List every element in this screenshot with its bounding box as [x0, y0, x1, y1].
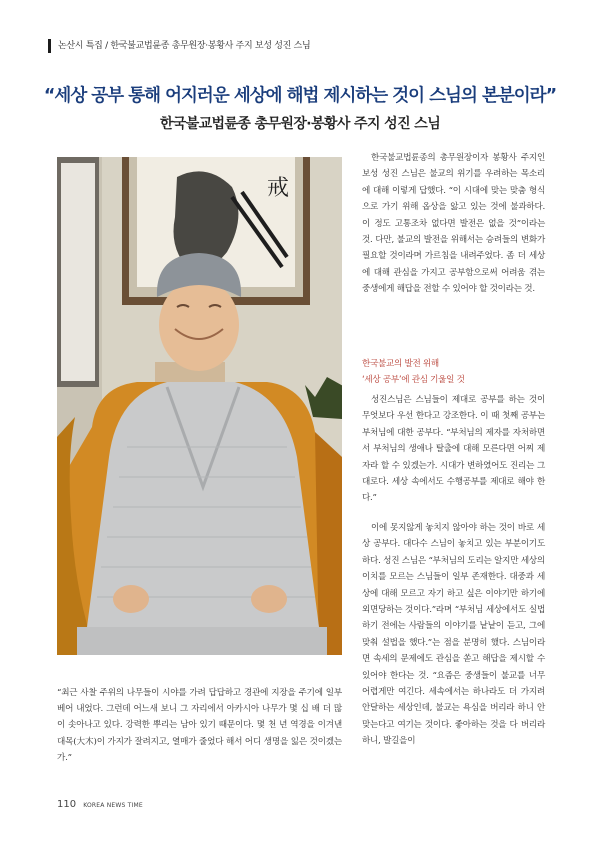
subheadline: 한국불교법륜종 총무원장·봉황사 주지 성진 스님 — [159, 116, 441, 132]
photo-caption: “최근 사찰 주위의 나무들이 시야를 가려 답답하고 경관에 지장을 주기에 일부 베어 내었다. 그런데 어느새 보니 그 자리에서 아카시아 나무가 몇 십 배 더 많이 솟아나고 있다. 강력한 뿌리는 남아 있기 때문이다. 몇 천 년 역경을 이겨낸 대목(大木)이 가지가 잘려지고, 열매가 줄었다 해서 어디 생명을 잃은 것이겠는가.” — [57, 688, 342, 763]
section-heading — [362, 356, 545, 388]
portrait-illustration — [57, 157, 342, 655]
body-column-intro — [362, 150, 545, 298]
paragraph-study: 성진스님은 스님들이 제대로 공부를 하는 것이 무엇보다 우선 한다고 강조한다. 이 때 첫째 공부는 부처님에 대한 공부다. “부처님의 제자를 자처하면서 부처님의 생애나 탈출에 대해 모른다면 어찌 제자라 할 수 있겠는가. 시대가 변하였어도 진리는 그대로다. 세상 속에서도 수행공부를 제대로 해야 한다.” — [362, 395, 545, 504]
section-label: 논산시 특집 / 한국불교법륜종 총무원장·봉황사 주지 보성 성진 스님 — [58, 41, 311, 51]
section-heading-line-2: ‘세상 공부’에 관심 기울일 것 — [362, 375, 465, 385]
face — [159, 279, 239, 371]
armchair-right-shadow — [315, 432, 342, 655]
header-marker — [48, 39, 51, 53]
body-column-world — [362, 520, 545, 750]
page-number: 110 — [57, 799, 77, 810]
left-window-pane — [61, 163, 95, 381]
left-hand — [113, 585, 149, 613]
section-header — [48, 37, 348, 55]
headline: “세상 공부 통해 어지러운 세상에 해법 제시하는 것이 스님의 본분이라” — [43, 86, 557, 106]
page-footer — [57, 792, 143, 811]
robe-hem — [77, 627, 327, 655]
section-heading-line-1: 한국불교의 발전 위해 — [362, 359, 439, 369]
paragraph-world: 이에 못지않게 놓치지 않아야 하는 것이 바로 세상 공부다. 대다수 스님이 놓치고 있는 부분이기도 하다. 성진 스님은 “부처님의 도리는 알지만 세상의 이치를 모르는 스님들이 일부 존재한다. 대중과 세상에 대해 모르고 자기 하고 싶은 이야기만 하기에 외면당하는 것이다.”라며 “부처님 세상에서도 실법하기 전에는 사람들의 이야기를 낱낱이 듣고, 그에 맞춰 설법을 했다.”는 점을 분명히 했다. 스님이라면 속세의 문제에도 관심을 쏟고 해답을 제시할 수 있어야 한다는 것. “요즘은 중생들이 불교를 너무 어렵게만 여긴다. 세속에서는 하나라도 더 가지려 안달하는 세상인데, 불교는 욕심을 버리라 하니 안 맞는다고 여기는 것이다. 좋아하는 것을 다 버리라 하니, 발길을이 — [362, 523, 545, 747]
paragraph-intro: 한국불교법륜종의 총무원장이자 봉황사 주지인 보성 성진 스님은 불교의 위기를 우려하는 목소리에 대해 이렇게 답했다. “이 시대에 맞는 맞춤 형식으로 가기 위해 옵상을 앓고 있는 것에 불과하다. 이 정도 고통조차 없다면 발전은 없을 것”이라는 것. 다만, 불교의 발전을 위해서는 승려들의 변화가 필요할 것이라며 가르침을 내려주었다. 좀 더 세상에 대해 관심을 가지고 공부함으로써 어려움 겪는 중생에게 해답을 전할 수 있어야 할 것이라는 것. — [362, 153, 545, 295]
magazine-name: KOREA NEWS TIME — [83, 802, 143, 809]
monk-portrait-photo — [57, 157, 342, 655]
right-hand — [251, 585, 287, 613]
calligraphy-character: 戒 — [267, 176, 290, 201]
body-column-study — [362, 392, 545, 507]
